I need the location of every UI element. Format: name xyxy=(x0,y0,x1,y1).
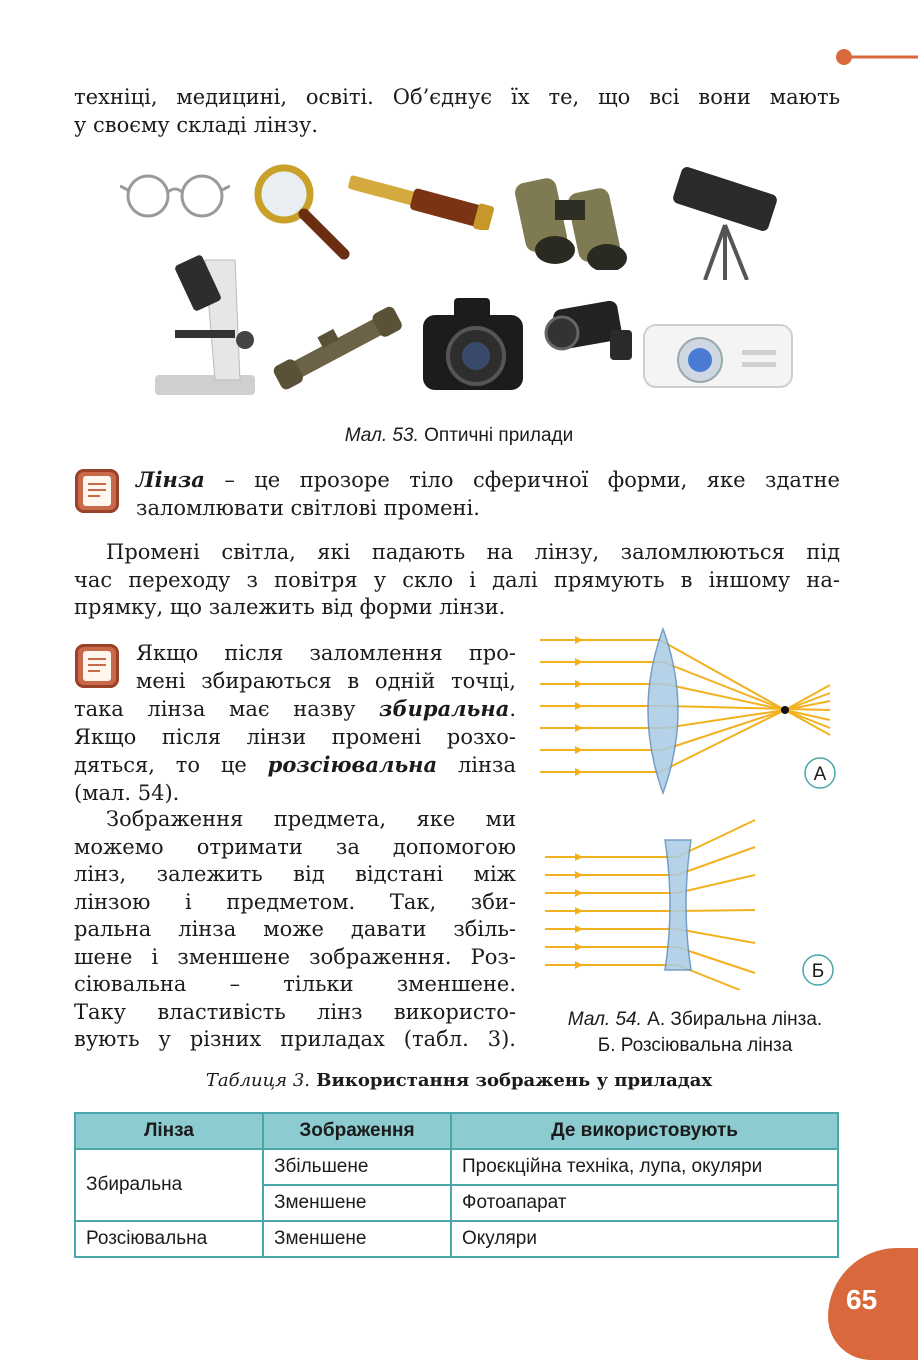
table-row xyxy=(75,1221,838,1257)
diverging-lens-diagram xyxy=(535,815,840,990)
definition-line-2: заломлювати світлові промені. xyxy=(136,495,480,520)
intro-line-2: у своєму складі лінзу. xyxy=(74,112,318,137)
lens-types-line-3 xyxy=(74,695,516,724)
label-b: Б xyxy=(811,961,825,982)
magnifier-icon xyxy=(252,162,352,262)
paragraph-refraction-line-1: Промені світла, які падають на лінзу, заломлюються під xyxy=(106,540,840,564)
page-number: 65 xyxy=(846,1284,878,1315)
header-image: Зображення xyxy=(263,1113,451,1149)
table-3-caption-number: Таблиця 3. xyxy=(205,1070,310,1091)
lens-types-line-6: (мал. 54). xyxy=(74,780,180,805)
figure-53-caption xyxy=(0,425,918,447)
lens-types-paragraph xyxy=(74,640,516,807)
definition-term: Лінза xyxy=(136,467,205,492)
table-3-caption-text: Використання зображень у приладах xyxy=(310,1070,713,1091)
converging-lens-diagram xyxy=(535,625,840,800)
converging-term: збиральна xyxy=(379,696,510,721)
intro-paragraph xyxy=(74,84,840,139)
lens-types-line-5-text: дяться, то це xyxy=(74,753,268,777)
table-row xyxy=(75,1149,838,1185)
usage-table xyxy=(74,1112,839,1258)
image-paragraph xyxy=(74,806,516,1054)
intro-line-1: техніці, медицині, освіті. Об’єднує їх те, що всі вони мають xyxy=(74,85,840,109)
cell-lens: Збиральна xyxy=(75,1149,263,1221)
lens-types-line-1: Якщо після заломлення про- xyxy=(136,641,516,665)
paragraph-refraction xyxy=(74,539,840,622)
binoculars-icon xyxy=(515,160,645,270)
lens-types-line-3-end: . xyxy=(509,697,516,721)
label-a: А xyxy=(813,764,827,785)
paragraph-refraction-line-3: прямку, що залежить від форми лінзи. xyxy=(74,595,506,619)
header-lens: Лінза xyxy=(75,1113,263,1149)
figure-53-caption-text: Оптичні прилади xyxy=(418,425,574,446)
telescope-icon xyxy=(665,155,785,280)
lens-types-line-5-end: лінза xyxy=(437,753,516,777)
rifle-scope-icon xyxy=(270,300,410,395)
cell-usage: Фотоапарат xyxy=(451,1185,838,1221)
camcorder-icon xyxy=(540,295,640,375)
projector-icon xyxy=(642,310,794,400)
header-usage: Де використовують xyxy=(451,1113,838,1149)
diverging-term: розсіювальна xyxy=(267,752,438,777)
cell-image: Зменшене xyxy=(263,1185,451,1221)
cell-lens: Розсіювальна xyxy=(75,1221,263,1257)
figure-53-caption-number: Мал. 53. xyxy=(344,425,419,446)
image-paragraph-line-8: Таку властивість лінз використо- xyxy=(74,999,516,1024)
header-decoration xyxy=(830,45,918,69)
glasses-icon xyxy=(120,170,230,220)
definition-block xyxy=(136,466,840,522)
cell-image: Зменшене xyxy=(263,1221,451,1257)
cell-image: Збільшене xyxy=(263,1149,451,1185)
definition-line-1: – це прозоре тіло сферичної форми, яке здатне xyxy=(204,468,840,492)
cell-usage: Проєкційна техніка, лупа, окуляри xyxy=(451,1149,838,1185)
note-icon xyxy=(75,469,119,513)
figure-54-caption xyxy=(536,1007,854,1059)
image-paragraph-line-5: ральна лінза може давати збіль- xyxy=(74,917,516,941)
lens-types-line-2: мені збираються в одній точці, xyxy=(136,668,516,693)
table-3-caption xyxy=(0,1070,918,1091)
cell-usage: Окуляри xyxy=(451,1221,838,1257)
image-paragraph-line-1: Зображення предмета, яке ми xyxy=(106,807,516,831)
paragraph-refraction-line-2: час переходу з повітря у скло і далі прямують в іншому на- xyxy=(74,567,840,592)
microscope-icon xyxy=(145,230,265,400)
image-paragraph-line-3: лінз, залежить від відстані між xyxy=(74,862,516,886)
lens-types-line-3-text: така лінза має назву xyxy=(74,697,380,721)
lens-types-line-4: Якщо після лінзи промені розхо- xyxy=(74,724,516,749)
image-paragraph-line-9: вують у різних приладах (табл. 3). xyxy=(74,1027,516,1051)
spyglass-icon xyxy=(342,170,502,230)
image-paragraph-line-6: шене і зменшене зображення. Роз- xyxy=(74,944,516,969)
image-paragraph-line-4: лінзою і предметом. Так, зби- xyxy=(74,889,516,914)
figure-54-caption-line-2: Б. Розсіювальна лінза xyxy=(597,1035,793,1056)
image-paragraph-line-7: сіювальна – тільки зменшене. xyxy=(74,972,516,996)
figure-53 xyxy=(120,150,810,410)
table-header-row xyxy=(75,1113,838,1149)
lens-types-line-5 xyxy=(74,751,516,780)
camera-icon xyxy=(418,290,528,395)
figure-54-caption-line-1: А. Збиральна лінза. xyxy=(641,1009,823,1030)
image-paragraph-line-2: можемо отримати за допомогою xyxy=(74,834,516,859)
figure-54-caption-number: Мал. 54. xyxy=(567,1009,642,1030)
